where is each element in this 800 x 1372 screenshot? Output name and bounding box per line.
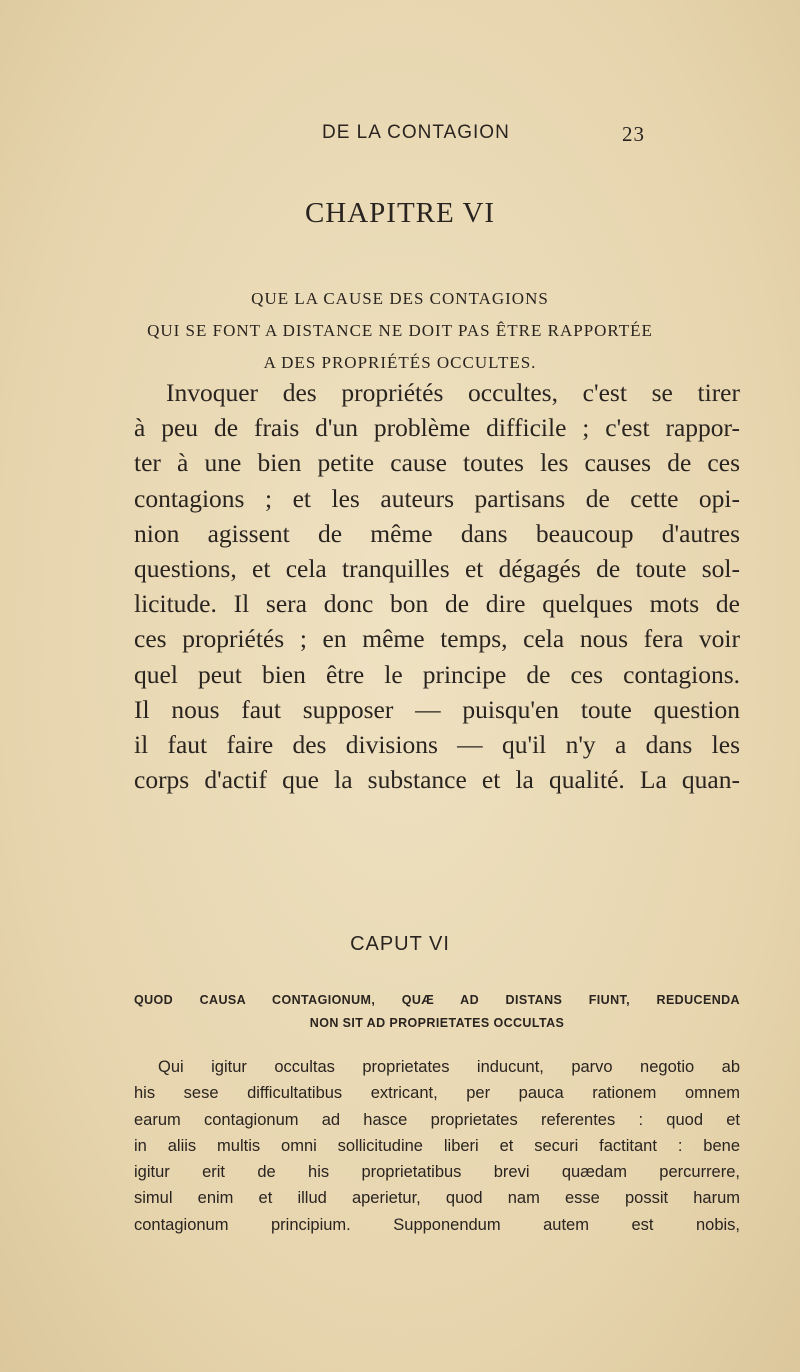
latin-body-line: igitur erit de his proprietatibus brevi quædam percurrere, — [134, 1163, 740, 1182]
french-body-line: à peu de frais d'un problème difficile ; c'est rappor- — [134, 413, 740, 443]
french-chapter-heading: CHAPITRE VI — [304, 197, 496, 229]
page-number: 23 — [622, 122, 645, 146]
latin-body-line: contagionum principium. Supponendum autem est nobis, — [134, 1215, 740, 1234]
french-body-paragraph — [134, 375, 740, 797]
latin-body-line: Qui igitur occultas proprietates inducunt, parvo negotio ab — [158, 1058, 740, 1076]
latin-subtitle-line: NON SIT AD PROPRIETATES OCCULTAS — [309, 1016, 565, 1030]
french-body-line: Il nous faut supposer — puisqu'en toute question — [134, 694, 740, 724]
latin-body-line: his sese difficultatibus extricant, per pauca rationem omnem — [134, 1084, 740, 1103]
french-body-line: corps d'actif que la substance et la qualité. La quan- — [134, 765, 740, 795]
latin-body-paragraph — [134, 1054, 740, 1238]
latin-body-line: earum contagionum ad hasce proprietates referentes : quod et — [134, 1110, 740, 1129]
french-chapter-subtitle — [0, 283, 800, 379]
latin-body-line: in aliis multis omni sollicitudine liberi et securi factitant : bene — [134, 1136, 740, 1155]
french-body-line: quel peut bien être le principe de ces contagions. — [134, 659, 740, 689]
french-subtitle-line: QUE LA CAUSE DES CONTAGIONS — [251, 289, 549, 308]
latin-subtitle-line: QUOD CAUSA CONTAGIONUM, QUÆ AD DISTANS FIUNT, REDUCENDA — [134, 993, 740, 1007]
latin-chapter-heading: CAPUT VI — [350, 933, 450, 955]
french-body-line: Invoquer des propriétés occultes, c'est se tirer — [166, 378, 740, 407]
french-body-line: questions, et cela tranquilles et dégagés de toute sol- — [134, 554, 740, 584]
french-body-line: ter à une bien petite cause toutes les causes de ces — [134, 448, 740, 478]
french-subtitle-line: A DES PROPRIÉTÉS OCCULTES. — [263, 353, 537, 372]
french-body-line: il faut faire des divisions — qu'il n'y a dans les — [134, 730, 740, 760]
french-subtitle-line: QUI SE FONT A DISTANCE NE DOIT PAS ÊTRE RAPPORTÉE — [147, 321, 653, 340]
running-head-title: DE LA CONTAGION — [322, 122, 510, 143]
french-body-line: ces propriétés ; en même temps, cela nous fera voir — [134, 624, 740, 654]
french-body-line: contagions ; et les auteurs partisans de cette opi- — [134, 483, 740, 513]
latin-chapter-subtitle — [134, 989, 740, 1035]
running-head — [0, 122, 800, 146]
latin-body-line: simul enim et illud aperietur, quod nam esse possit harum — [134, 1189, 740, 1208]
french-body-line: nion agissent de même dans beaucoup d'autres — [134, 518, 740, 548]
french-body-line: licitude. Il sera donc bon de dire quelques mots de — [134, 589, 740, 619]
